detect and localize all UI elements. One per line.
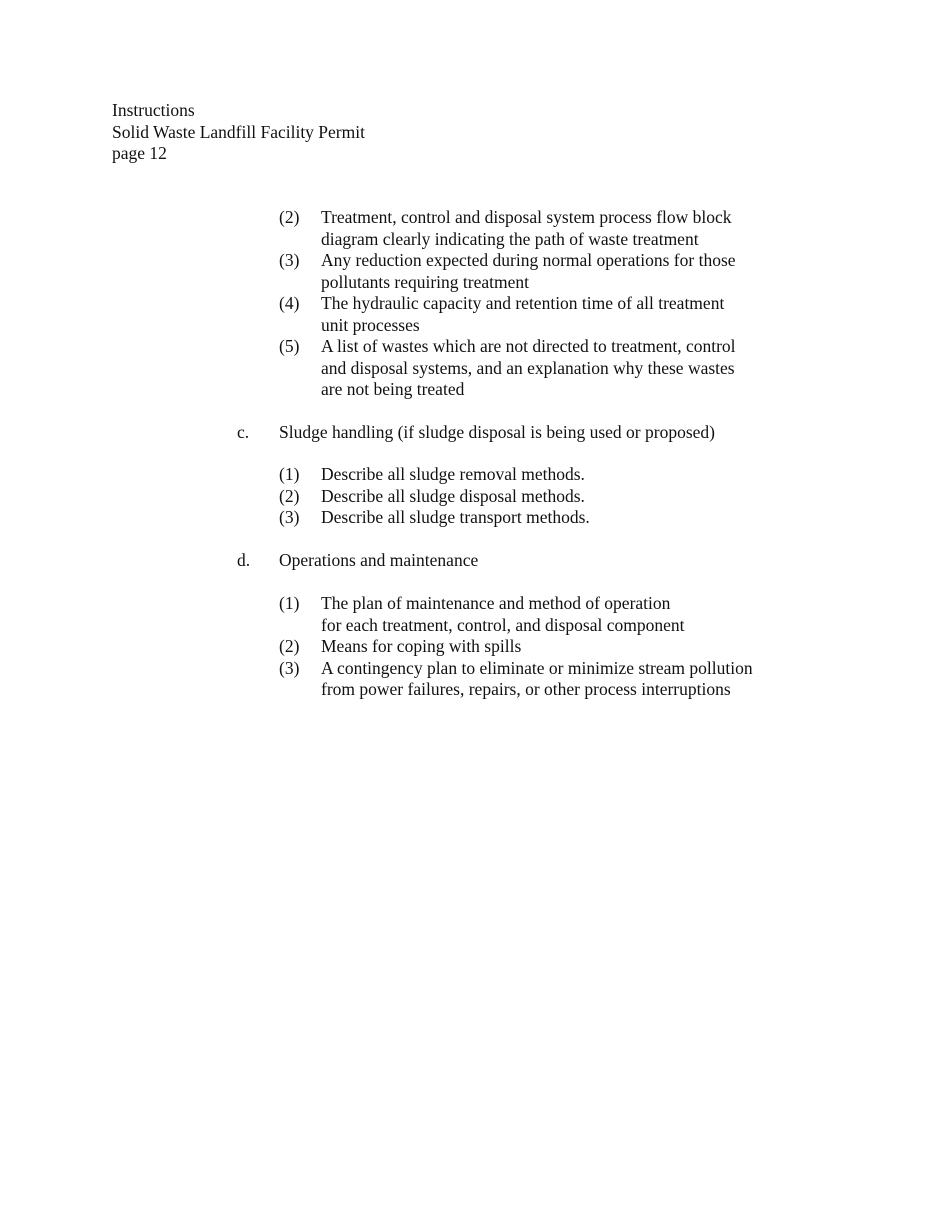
list-item-text xyxy=(321,464,950,486)
list-item xyxy=(0,207,950,250)
list-item-text xyxy=(321,507,950,529)
list-item-line: Means for coping with spills xyxy=(321,636,522,656)
list-item-number: (2) xyxy=(279,485,300,506)
list-item-line: Treatment, control and disposal system process flow block xyxy=(321,207,732,227)
list-item-number: (1) xyxy=(279,464,300,484)
list-item-line: unit processes xyxy=(321,314,420,335)
section-d-list xyxy=(0,593,950,701)
list-item-line: A list of wastes which are not directed to treatment, control xyxy=(321,336,736,356)
list-item-number: (3) xyxy=(279,657,300,678)
list-item xyxy=(0,507,950,529)
list-item-line: and disposal systems, and an explanation why these wastes xyxy=(321,357,735,378)
list-item-number: (3) xyxy=(279,507,300,527)
section-c-heading xyxy=(0,422,950,444)
header-subtitle: Solid Waste Landfill Facility Permit xyxy=(112,121,365,142)
list-item-line: Describe all sludge disposal methods. xyxy=(321,485,585,506)
list-item-line: diagram clearly indicating the path of waste treatment xyxy=(321,228,699,249)
list-item-line: are not being treated xyxy=(321,379,465,399)
section-title: Sludge handling (if sludge disposal is being used or proposed) xyxy=(279,422,715,442)
list-item-number: (2) xyxy=(279,207,300,227)
list-item-number: (4) xyxy=(279,293,300,313)
list-item-number: (5) xyxy=(279,336,300,356)
list-b-continued xyxy=(0,207,950,401)
list-item-line: for each treatment, control, and disposal component xyxy=(321,614,685,635)
list-item xyxy=(0,336,950,401)
section-d-heading xyxy=(0,550,950,572)
list-item-text xyxy=(321,593,950,636)
page-header xyxy=(112,100,365,165)
list-item-number: (2) xyxy=(279,636,300,656)
list-item-text xyxy=(321,636,950,658)
list-item-text xyxy=(321,658,950,701)
list-item-number: (3) xyxy=(279,250,300,270)
section-letter: d. xyxy=(237,550,251,570)
list-item-line: Describe all sludge removal methods. xyxy=(321,464,585,484)
section-c-list xyxy=(0,464,950,529)
section-title: Operations and maintenance xyxy=(279,550,479,570)
section-letter: c. xyxy=(237,422,250,442)
list-item xyxy=(0,658,950,701)
header-title: Instructions xyxy=(112,100,195,120)
list-item-text xyxy=(321,250,950,293)
list-item-line: pollutants requiring treatment xyxy=(321,271,530,292)
list-item xyxy=(0,293,950,336)
list-item-text xyxy=(321,207,950,250)
list-item-text xyxy=(321,293,950,336)
list-item-line: The hydraulic capacity and retention time of all treatment xyxy=(321,293,725,313)
list-item xyxy=(0,636,950,658)
list-item-line: Describe all sludge transport methods. xyxy=(321,507,590,527)
list-item-line: The plan of maintenance and method of operation xyxy=(321,593,671,613)
list-item xyxy=(0,486,950,508)
list-item-text xyxy=(321,336,950,401)
list-item-line: from power failures, repairs, or other process interruptions xyxy=(321,679,731,699)
list-item xyxy=(0,464,950,486)
list-item-number: (1) xyxy=(279,593,300,613)
list-item-text xyxy=(321,486,950,508)
list-item xyxy=(0,593,950,636)
page-number: page 12 xyxy=(112,143,167,163)
list-item-line: A contingency plan to eliminate or minimize stream pollution xyxy=(321,657,753,678)
list-item xyxy=(0,250,950,293)
list-item-line: Any reduction expected during normal operations for those xyxy=(321,250,736,270)
